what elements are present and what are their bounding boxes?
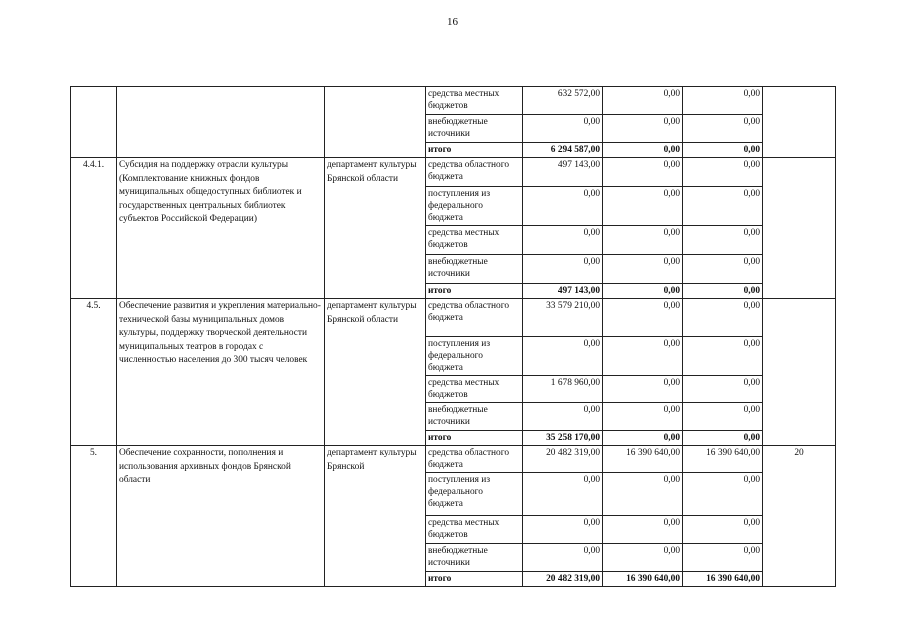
item-number-cell [71,87,117,158]
amount-year-3-cell: 0,00 [683,87,763,115]
amount-year-2-cell: 0,00 [603,115,683,143]
responsible-department-cell: департамент культуры Брянской области [325,158,426,299]
responsible-department-cell: департамент культуры Брянской области [325,299,426,446]
amount-year-2-cell: 0,00 [603,544,683,572]
amount-year-3-cell: 0,00 [683,473,763,516]
amount-year-3-cell: 0,00 [683,143,763,158]
amount-year-1-cell: 20 482 319,00 [523,446,603,473]
extra-indicator-cell [763,299,836,446]
amount-year-1-cell: 1 678 960,00 [523,376,603,403]
amount-year-3-cell: 16 390 640,00 [683,446,763,473]
extra-indicator-cell [763,158,836,299]
amount-year-2-cell: 0,00 [603,376,683,403]
amount-year-3-cell: 0,00 [683,255,763,284]
amount-year-1-cell: 0,00 [523,255,603,284]
funding-source-cell: средства областного бюджета [426,158,523,187]
amount-year-2-cell: 0,00 [603,187,683,226]
funding-source-cell: средства областного бюджета [426,299,523,337]
amount-year-1-cell: 0,00 [523,337,603,376]
amount-year-1-cell: 0,00 [523,187,603,226]
amount-year-1-cell: 35 258 170,00 [523,431,603,446]
amount-year-2-cell: 0,00 [603,255,683,284]
funding-source-cell: внебюджетные источники [426,403,523,431]
table-row [71,87,836,115]
amount-year-1-cell: 0,00 [523,226,603,255]
amount-year-2-cell: 0,00 [603,158,683,187]
page-number: 16 [447,16,458,28]
item-description-cell: Субсидия на поддержку отрасли культуры (Комплектование книжных фондов муниципальных общедоступных библиотек и государственных центральных библиотек субъектов Российской Федерации) [117,158,325,299]
amount-year-2-cell: 16 390 640,00 [603,446,683,473]
amount-year-2-cell: 0,00 [603,284,683,299]
funding-source-cell: внебюджетные источники [426,255,523,284]
item-description-cell: Обеспечение сохранности, пополнения и использования архивных фондов Брянской области [117,446,325,587]
amount-year-2-cell: 0,00 [603,143,683,158]
amount-year-3-cell: 0,00 [683,337,763,376]
amount-year-3-cell: 0,00 [683,516,763,544]
amount-year-3-cell: 0,00 [683,284,763,299]
funding-source-cell: поступления из федерального бюджета [426,473,523,516]
amount-year-1-cell: 632 572,00 [523,87,603,115]
item-number-cell: 4.4.1. [71,158,117,299]
amount-year-3-cell: 0,00 [683,431,763,446]
funding-source-cell: средства местных бюджетов [426,516,523,544]
amount-year-1-cell: 6 294 587,00 [523,143,603,158]
funding-source-cell: средства областного бюджета [426,446,523,473]
item-number-cell: 5. [71,446,117,587]
funding-source-cell: средства местных бюджетов [426,226,523,255]
amount-year-2-cell: 0,00 [603,403,683,431]
amount-year-1-cell: 0,00 [523,516,603,544]
amount-year-1-cell: 0,00 [523,115,603,143]
amount-year-1-cell: 0,00 [523,544,603,572]
amount-year-3-cell: 0,00 [683,187,763,226]
amount-year-2-cell: 0,00 [603,431,683,446]
budget-table [70,86,836,587]
table-row [71,158,836,187]
amount-year-3-cell: 0,00 [683,158,763,187]
funding-source-cell: внебюджетные источники [426,544,523,572]
responsible-department-cell [325,87,426,158]
amount-year-3-cell: 0,00 [683,226,763,255]
amount-year-1-cell: 0,00 [523,473,603,516]
amount-year-2-cell: 0,00 [603,226,683,255]
amount-year-2-cell: 16 390 640,00 [603,572,683,587]
extra-indicator-cell [763,87,836,158]
amount-year-2-cell: 0,00 [603,516,683,544]
table-row [71,299,836,337]
funding-source-cell: поступления из федерального бюджета [426,337,523,376]
funding-source-cell: средства местных бюджетов [426,87,523,115]
funding-source-cell: итого [426,284,523,299]
amount-year-3-cell: 16 390 640,00 [683,572,763,587]
amount-year-3-cell: 0,00 [683,376,763,403]
funding-source-cell: итого [426,143,523,158]
amount-year-1-cell: 497 143,00 [523,158,603,187]
amount-year-1-cell: 33 579 210,00 [523,299,603,337]
amount-year-1-cell: 0,00 [523,403,603,431]
amount-year-1-cell: 20 482 319,00 [523,572,603,587]
funding-source-cell: поступления из федерального бюджета [426,187,523,226]
funding-source-cell: итого [426,572,523,587]
item-number-cell: 4.5. [71,299,117,446]
amount-year-3-cell: 0,00 [683,403,763,431]
responsible-department-cell: департамент культуры Брянской [325,446,426,587]
amount-year-3-cell: 0,00 [683,299,763,337]
funding-source-cell: итого [426,431,523,446]
amount-year-2-cell: 0,00 [603,87,683,115]
funding-source-cell: средства местных бюджетов [426,376,523,403]
amount-year-3-cell: 0,00 [683,115,763,143]
amount-year-3-cell: 0,00 [683,544,763,572]
funding-source-cell: внебюджетные источники [426,115,523,143]
amount-year-2-cell: 0,00 [603,473,683,516]
amount-year-2-cell: 0,00 [603,337,683,376]
extra-indicator-cell: 20 [763,446,836,587]
item-description-cell: Обеспечение развития и укрепления материально-технической базы муниципальных домов культуры, поддержку творческой деятельности муниципальных театров в городах с численностью населения до 300 тысяч человек [117,299,325,446]
amount-year-2-cell: 0,00 [603,299,683,337]
amount-year-1-cell: 497 143,00 [523,284,603,299]
table-row [71,446,836,473]
item-description-cell [117,87,325,158]
